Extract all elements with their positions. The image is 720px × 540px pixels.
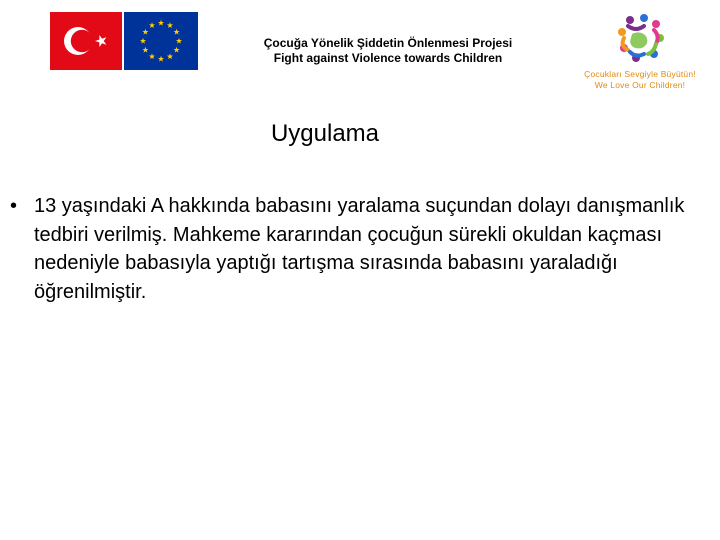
project-title-turkish: Çocuğa Yönelik Şiddetin Önlenmesi Projesi [263, 36, 513, 50]
eu-star-icon [158, 56, 164, 62]
logo-caption [560, 69, 720, 91]
eu-star-icon [149, 53, 155, 59]
eu-flag-icon [124, 12, 198, 70]
project-title-english: Fight against Violence towards Children [273, 51, 503, 65]
eu-star-icon [149, 22, 155, 28]
logo-caption-english: We Love Our Children! [594, 80, 686, 90]
children-figures-logo-icon [610, 12, 670, 68]
eu-star-icon [167, 22, 173, 28]
eu-star-icon [167, 53, 173, 59]
eu-star-icon [158, 20, 164, 26]
eu-star-icon [174, 47, 180, 53]
turkish-flag-icon [50, 12, 122, 70]
project-title [228, 36, 548, 66]
bullet-text: 13 yaşındaki A hakkında babasını yaralama suçundan dolayı danışmanlık tedbiri verilmiş. Mahkeme kararından çocuğun sürekli okuldan kaçması nedeniyle babasıyla yaptığı tartışma sırasında babasını yaraladığı öğrenilmiştir. [34, 195, 685, 303]
eu-star-icon [174, 29, 180, 35]
eu-star-icon [176, 38, 182, 44]
bullet-item [10, 192, 690, 306]
eu-star-icon [142, 47, 148, 53]
slide-body [10, 192, 690, 306]
eu-star-icon [140, 38, 146, 44]
eu-star-icon [142, 29, 148, 35]
logo-caption-turkish: Çocukları Sevgiyle Büyütün! [584, 69, 696, 79]
bullet-marker: • [10, 195, 18, 217]
partner-flags [50, 12, 198, 72]
slide-title: Uygulama [270, 120, 380, 147]
